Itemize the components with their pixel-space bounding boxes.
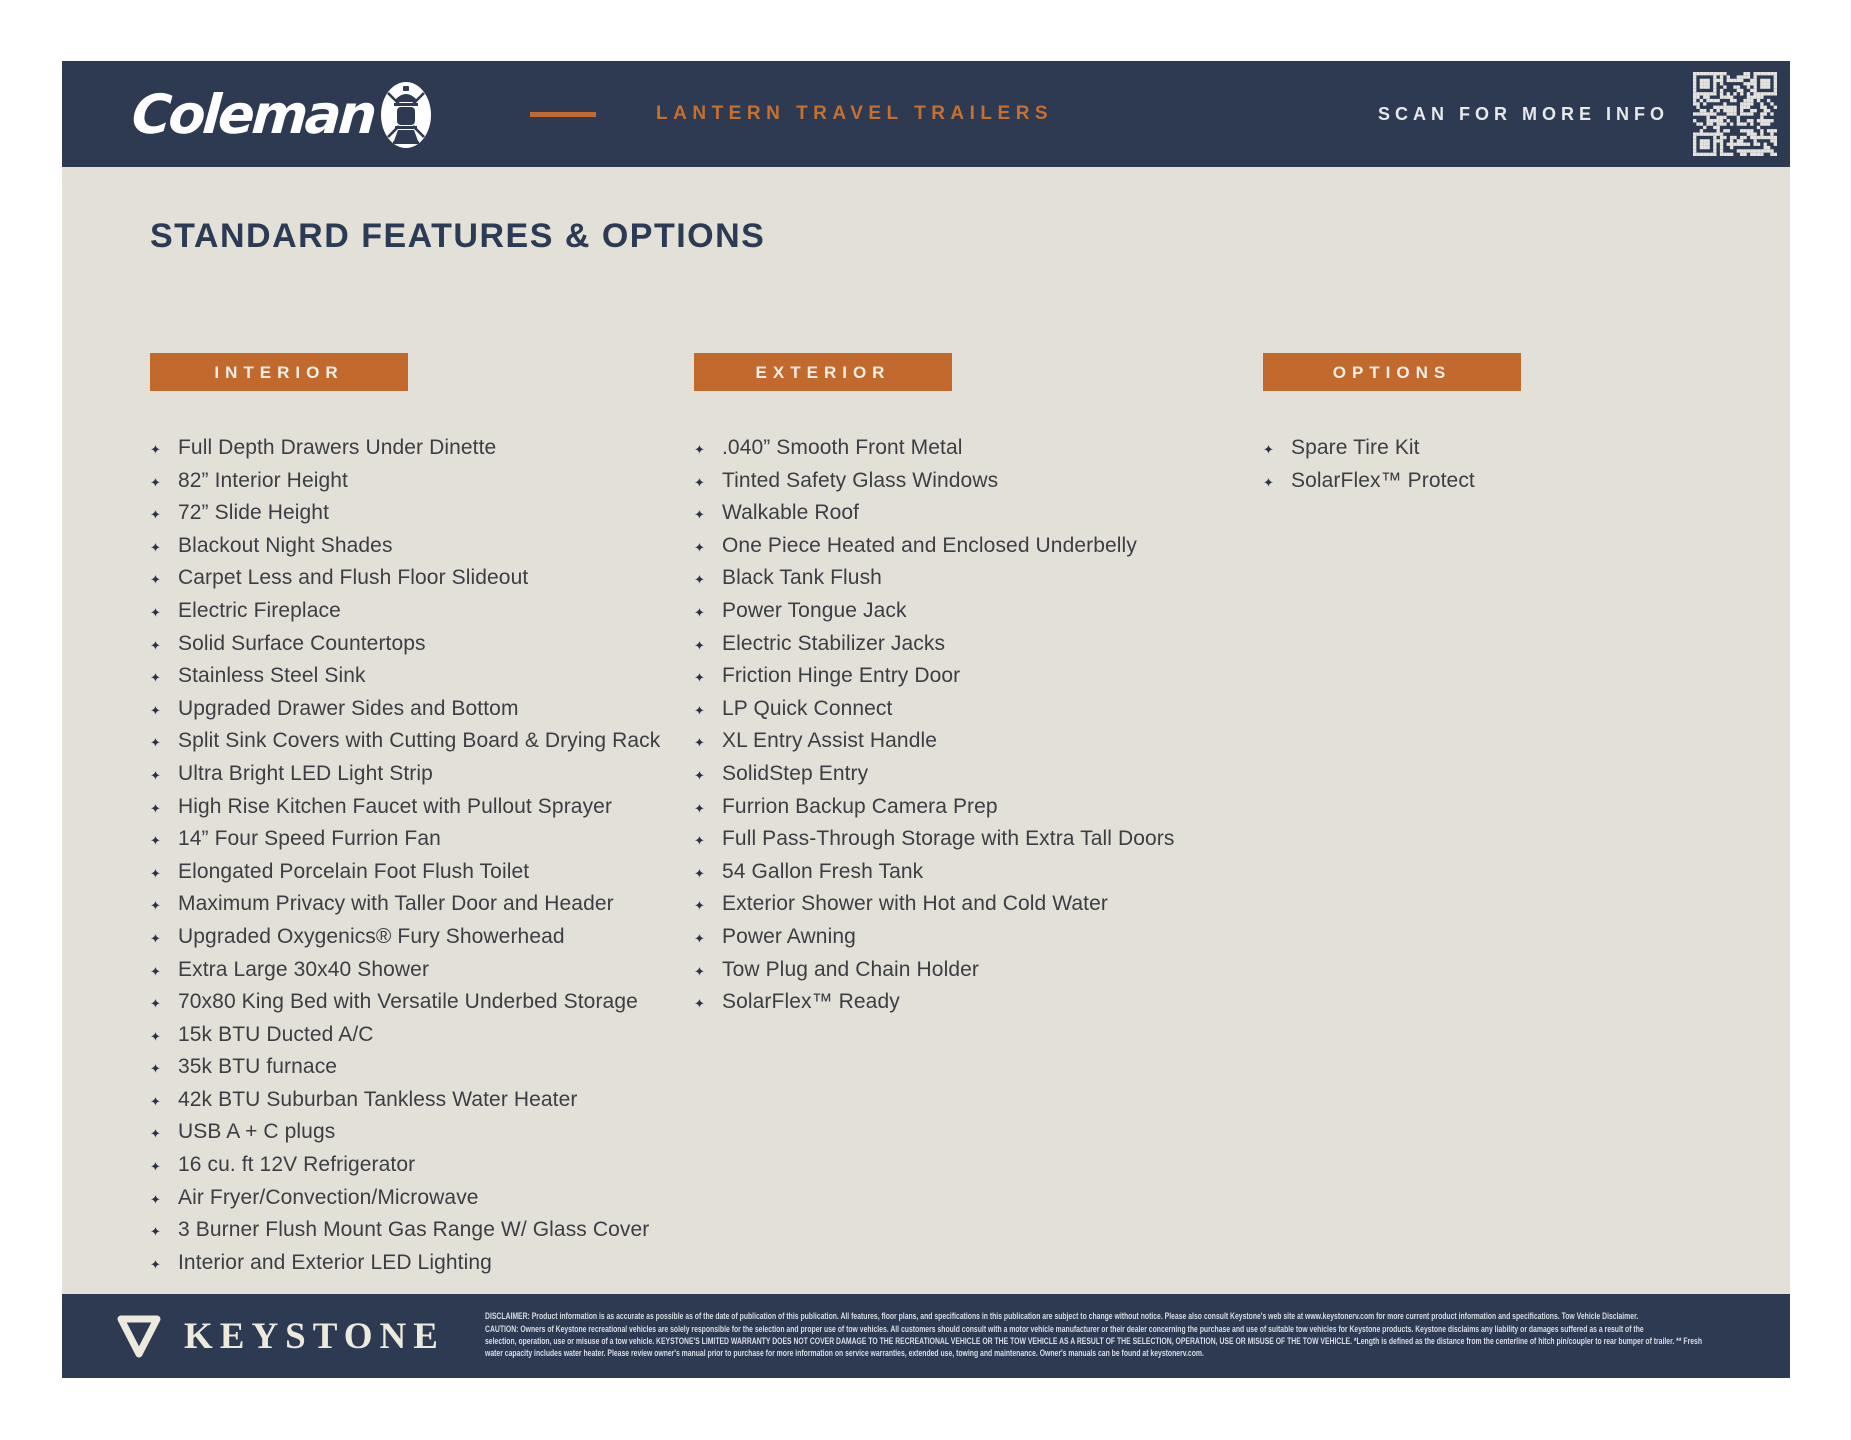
section-header-exterior: EXTERIOR [694, 353, 952, 391]
feature-text: Electric Stabilizer Jacks [722, 631, 946, 655]
list-item [150, 955, 660, 988]
diamond-bullet-icon: ✦ [150, 996, 161, 1012]
diamond-bullet-icon: ✦ [150, 1159, 161, 1175]
section-header-options: OPTIONS [1263, 353, 1521, 391]
list-item [150, 922, 660, 955]
diamond-bullet-icon: ✦ [150, 474, 161, 490]
diamond-bullet-icon: ✦ [694, 996, 705, 1012]
feature-text: SolarFlex™ Protect [1291, 468, 1475, 492]
legal-disclaimer [485, 1311, 1781, 1361]
diamond-bullet-icon: ✦ [150, 670, 161, 686]
keystone-pick-icon [110, 1309, 168, 1363]
lantern-icon [380, 81, 432, 149]
options-column [1263, 353, 1521, 498]
diamond-bullet-icon: ✦ [694, 572, 705, 588]
accent-dash [530, 112, 596, 117]
list-item [150, 466, 660, 499]
keystone-wordmark: KEYSTONE [184, 1315, 445, 1357]
list-item [1263, 466, 1521, 499]
diamond-bullet-icon: ✦ [694, 637, 705, 653]
feature-text: Air Fryer/Convection/Microwave [178, 1185, 479, 1209]
diamond-bullet-icon: ✦ [694, 539, 705, 555]
feature-text: Solid Surface Countertops [178, 631, 426, 655]
feature-text: 72” Slide Height [178, 501, 330, 525]
feature-text: Tinted Safety Glass Windows [722, 468, 999, 492]
list-item [694, 629, 1175, 662]
feature-text: XL Entry Assist Handle [722, 729, 938, 753]
diamond-bullet-icon: ✦ [694, 670, 705, 686]
list-item [694, 987, 1175, 1020]
list-item [694, 661, 1175, 694]
exterior-column [694, 353, 1175, 1020]
feature-text: One Piece Heated and Enclosed Underbelly [722, 533, 1137, 557]
list-item [1263, 433, 1521, 466]
feature-text: 35k BTU furnace [178, 1055, 338, 1079]
options-feature-list [1263, 433, 1521, 498]
list-item [150, 1085, 660, 1118]
header-bar [62, 61, 1790, 167]
list-item [694, 824, 1175, 857]
diamond-bullet-icon: ✦ [150, 539, 161, 555]
list-item [694, 792, 1175, 825]
list-item [694, 531, 1175, 564]
diamond-bullet-icon: ✦ [694, 800, 705, 816]
coleman-wordmark: Coleman [129, 82, 377, 146]
list-item [694, 694, 1175, 727]
list-item [150, 792, 660, 825]
interior-feature-list [150, 433, 660, 1280]
diamond-bullet-icon: ✦ [150, 507, 161, 523]
disclaimer-line: DISCLAIMER: Product information is as accurate as possible as of the date of publication of this publication. All features, floor plans, and specifications in this publication are subject to change without notice. Please also consult Keystone's web site at www.keystonerv.com for more current product information and specifications. Tow Vehicle Disclaimer. [484, 1311, 1639, 1323]
list-item [150, 726, 660, 759]
feature-text: Tow Plug and Chain Holder [722, 957, 979, 981]
feature-text: SolarFlex™ Ready [722, 990, 900, 1014]
diamond-bullet-icon: ✦ [150, 963, 161, 979]
diamond-bullet-icon: ✦ [150, 1256, 161, 1272]
feature-text: 16 cu. ft 12V Refrigerator [178, 1153, 416, 1177]
list-item [150, 661, 660, 694]
diamond-bullet-icon: ✦ [150, 930, 161, 946]
list-item [150, 1215, 660, 1248]
feature-text: Stainless Steel Sink [178, 664, 366, 688]
feature-text: Ultra Bright LED Light Strip [178, 761, 433, 785]
diamond-bullet-icon: ✦ [694, 865, 705, 881]
list-item [150, 824, 660, 857]
feature-text: High Rise Kitchen Faucet with Pullout Sprayer [178, 794, 613, 818]
diamond-bullet-icon: ✦ [694, 930, 705, 946]
feature-text: 54 Gallon Fresh Tank [722, 859, 924, 883]
diamond-bullet-icon: ✦ [150, 1093, 161, 1109]
feature-text: USB A + C plugs [178, 1120, 336, 1144]
page-title: STANDARD FEATURES & OPTIONS [150, 217, 766, 255]
list-item [150, 759, 660, 792]
feature-text: Blackout Night Shades [178, 533, 393, 557]
feature-text: Interior and Exterior LED Lighting [178, 1250, 492, 1274]
keystone-logo [110, 1309, 445, 1363]
feature-text: Power Tongue Jack [722, 598, 907, 622]
list-item [694, 433, 1175, 466]
diamond-bullet-icon: ✦ [150, 442, 161, 457]
diamond-bullet-icon: ✦ [694, 702, 705, 718]
diamond-bullet-icon: ✦ [150, 735, 161, 751]
list-item [150, 498, 660, 531]
diamond-bullet-icon: ✦ [1263, 474, 1274, 490]
list-item [694, 498, 1175, 531]
interior-column [150, 353, 660, 1280]
scan-for-more-info-label: SCAN FOR MORE INFO [1378, 103, 1669, 124]
list-item [150, 1117, 660, 1150]
disclaimer-line: CAUTION: Owners of Keystone recreational vehicles are solely responsible for the selection and proper use of tow vehicles. All customers should consult with a motor vehicle manufacturer or their dealer concerning the purchase and use of suitable tow vehicles for Keystone products. Keystone disclaims any liability or damages suffered as a result of the [484, 1323, 1644, 1335]
content-area [62, 167, 1790, 1294]
feature-text: LP Quick Connect [722, 696, 893, 720]
diamond-bullet-icon: ✦ [150, 865, 161, 881]
feature-text: Furrion Backup Camera Prep [722, 794, 998, 818]
series-label: LANTERN TRAVEL TRAILERS [656, 103, 1054, 124]
list-item [694, 889, 1175, 922]
feature-text: 42k BTU Suburban Tankless Water Heater [178, 1087, 578, 1111]
feature-text: Upgraded Drawer Sides and Bottom [178, 696, 519, 720]
feature-text: 15k BTU Ducted A/C [178, 1022, 374, 1046]
diamond-bullet-icon: ✦ [150, 800, 161, 816]
diamond-bullet-icon: ✦ [694, 442, 705, 457]
disclaimer-line: water capacity includes water heater. Please review owner's manual prior to purchase for more information on service warranties, extended use, towing and maintenance. Owner's manuals can be found at keystonerv.com. [484, 1348, 1204, 1360]
feature-text: .040” Smooth Front Metal [722, 436, 963, 459]
diamond-bullet-icon: ✦ [694, 507, 705, 523]
feature-text: Full Pass-Through Storage with Extra Tall Doors [722, 827, 1175, 851]
qr-code [1693, 72, 1777, 156]
coleman-logo [129, 79, 432, 149]
list-item [150, 1183, 660, 1216]
list-item [150, 563, 660, 596]
list-item [150, 1150, 660, 1183]
feature-text: Friction Hinge Entry Door [722, 664, 961, 688]
feature-text: Elongated Porcelain Foot Flush Toilet [178, 859, 530, 883]
diamond-bullet-icon: ✦ [150, 898, 161, 914]
feature-text: Maximum Privacy with Taller Door and Header [178, 892, 614, 916]
list-item [150, 629, 660, 662]
list-item [694, 596, 1175, 629]
list-item [694, 563, 1175, 596]
list-item [694, 726, 1175, 759]
diamond-bullet-icon: ✦ [150, 1126, 161, 1142]
diamond-bullet-icon: ✦ [150, 572, 161, 588]
feature-text: Exterior Shower with Hot and Cold Water [722, 892, 1108, 916]
diamond-bullet-icon: ✦ [694, 898, 705, 914]
feature-text: Spare Tire Kit [1291, 436, 1420, 459]
list-item [694, 955, 1175, 988]
diamond-bullet-icon: ✦ [150, 637, 161, 653]
diamond-bullet-icon: ✦ [694, 474, 705, 490]
diamond-bullet-icon: ✦ [150, 1191, 161, 1207]
list-item [150, 433, 660, 466]
diamond-bullet-icon: ✦ [150, 604, 161, 620]
feature-text: 3 Burner Flush Mount Gas Range W/ Glass Cover [178, 1218, 650, 1242]
list-item [694, 922, 1175, 955]
list-item [150, 596, 660, 629]
feature-text: Upgraded Oxygenics® Fury Showerhead [178, 924, 565, 948]
feature-text: SolidStep Entry [722, 761, 869, 785]
feature-text: 82” Interior Height [178, 468, 348, 492]
diamond-bullet-icon: ✦ [694, 767, 705, 783]
diamond-bullet-icon: ✦ [1263, 442, 1274, 457]
disclaimer-line: selection, operation, use or misuse of a tow vehicle. KEYSTONE'S LIMITED WARRANTY DOES NOT COVER DAMAGE TO THE RECREATIONAL VEHICLE OR THE TOW VEHICLE AS A RESULT OF THE SELECTION, OPERATION, USE OR MISUSE OF THE TOW VEHICLE. *Length is defined as the distance from the centerline of hitch pin/coupler to rear bumper of trailer. ** Fresh [484, 1336, 1702, 1347]
feature-text: 70x80 King Bed with Versatile Underbed Storage [178, 990, 638, 1014]
feature-text: Split Sink Covers with Cutting Board & Drying Rack [178, 729, 661, 753]
list-item [150, 1052, 660, 1085]
list-item [150, 987, 660, 1020]
feature-text: Full Depth Drawers Under Dinette [178, 436, 497, 459]
list-item [694, 857, 1175, 890]
feature-text: Black Tank Flush [722, 566, 882, 590]
diamond-bullet-icon: ✦ [150, 1061, 161, 1077]
diamond-bullet-icon: ✦ [694, 833, 705, 849]
list-item [150, 1248, 660, 1281]
section-header-interior: INTERIOR [150, 353, 408, 391]
footer-bar [62, 1294, 1790, 1378]
diamond-bullet-icon: ✦ [150, 1028, 161, 1044]
list-item [150, 857, 660, 890]
diamond-bullet-icon: ✦ [150, 833, 161, 849]
diamond-bullet-icon: ✦ [150, 1224, 161, 1240]
diamond-bullet-icon: ✦ [694, 963, 705, 979]
list-item [150, 531, 660, 564]
feature-text: Extra Large 30x40 Shower [178, 957, 430, 981]
feature-text: Carpet Less and Flush Floor Slideout [178, 566, 529, 590]
list-item [694, 759, 1175, 792]
list-item [694, 466, 1175, 499]
feature-text: 14” Four Speed Furrion Fan [178, 827, 441, 851]
list-item [150, 694, 660, 727]
diamond-bullet-icon: ✦ [694, 735, 705, 751]
feature-text: Walkable Roof [722, 501, 860, 525]
list-item [150, 889, 660, 922]
diamond-bullet-icon: ✦ [150, 767, 161, 783]
feature-text: Power Awning [722, 924, 856, 948]
exterior-feature-list [694, 433, 1175, 1020]
feature-text: Electric Fireplace [178, 598, 341, 622]
sheet [62, 61, 1790, 1378]
list-item [150, 1020, 660, 1053]
diamond-bullet-icon: ✦ [694, 604, 705, 620]
diamond-bullet-icon: ✦ [150, 702, 161, 718]
